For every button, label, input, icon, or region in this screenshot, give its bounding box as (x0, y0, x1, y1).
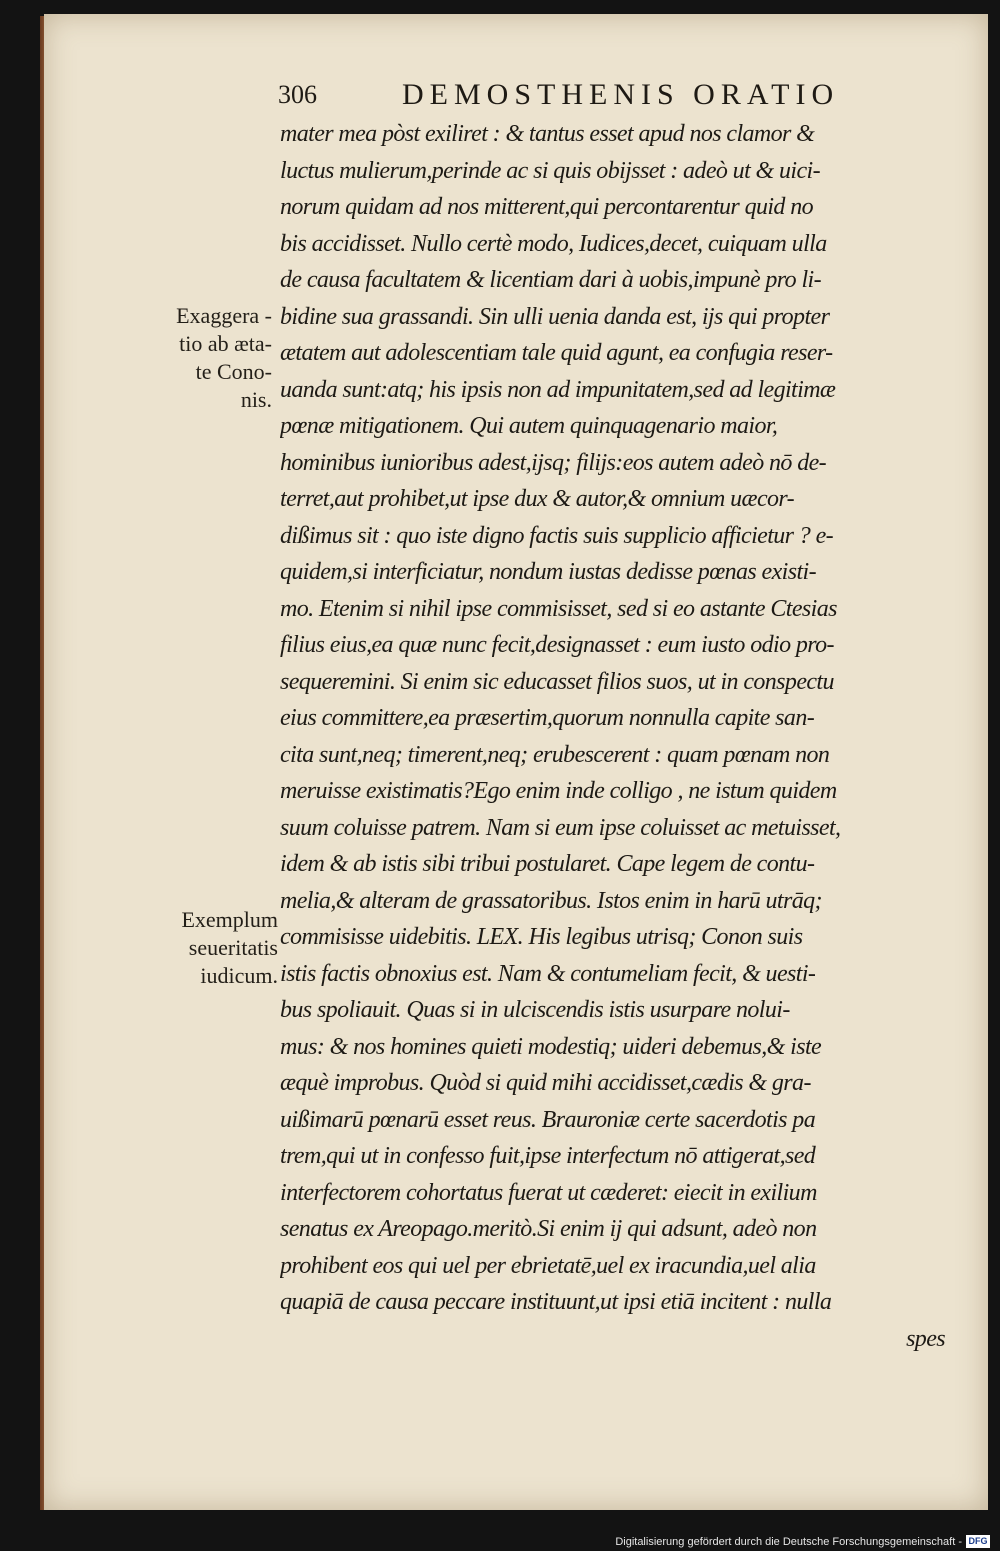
text-line: idem & ab istis sibi tribui postularet. Cape legem de contu- (280, 851, 815, 877)
text-line: mus: & nos homines quieti modestiq; uideri debemus,& iste (280, 1033, 822, 1060)
margin-note-line: Exaggera - (176, 303, 272, 328)
text-line: terret,aut prohibet,ut ipse dux & autor,& omnium uæcor- (280, 486, 795, 512)
text-line: meruisse existimatis?Ego enim inde colligo , ne istum quidem (280, 778, 837, 804)
text-line: bis accidisset. Nullo certè modo, Iudices,decet, cuiquam ulla (280, 230, 827, 257)
text-line: quapiā de causa peccare instituunt,ut ipsi etiā incitent : nulla (280, 1289, 832, 1315)
text-line: suum coluisse patrem. Nam si eum ipse coluisset ac metuisset, (280, 814, 841, 841)
text-line: quidem,si interficiatur, nondum iustas dedisse pœnas existi- (280, 559, 816, 585)
page-header (278, 78, 878, 114)
text-line: eius committere,ea præsertim,quorum nonnulla capite san- (280, 705, 815, 731)
text-line: dißimus sit : quo iste digno factis suis supplicio afficietur ? e- (280, 522, 834, 549)
text-line: trem,qui ut in confesso fuit,ipse interfectum nō attigerat,sed (280, 1143, 816, 1169)
text-line: luctus mulierum,perinde ac si quis obijsset : adeò ut & uici- (280, 157, 820, 184)
margin-note-line: Exemplum (181, 907, 278, 932)
margin-note-line: te Cono- (195, 359, 272, 384)
funding-notice: Digitalisierung gefördert durch die Deutsche Forschungsgemeinschaft - (615, 1536, 962, 1548)
text-line: sequeremini. Si enim sic educasset filios suos, ut in conspectu (280, 668, 834, 695)
margin-note-line: nis. (240, 387, 272, 412)
text-line: uanda sunt:atq; his ipsis non ad impunitatem,sed ad legitimæ (280, 376, 836, 403)
margin-note-line: iudicum. (200, 963, 278, 988)
text-line: commisisse uidebitis. LEX. His legibus utrisq; Conon suis (280, 924, 803, 950)
catchword: spes (906, 1325, 945, 1352)
text-line: mo. Etenim si nihil ipse commisisset, sed si eo astante Ctesias (280, 595, 837, 622)
body-text (280, 116, 945, 1357)
text-line: melia,& alteram de grassatoribus. Istos enim in harū utrāq; (280, 887, 822, 914)
text-line: bus spoliauit. Quas si in ulciscendis istis usurpare nolui- (280, 997, 790, 1023)
text-line: mater mea pòst exiliret : & tantus esset apud nos clamor & (280, 121, 815, 147)
text-line: prohibent eos qui uel per ebrietatē,uel ex iracundia,uel alia (280, 1252, 816, 1279)
text-line: senatus ex Areopago.meritò.Si enim ij qui adsunt, adeò non (280, 1216, 817, 1242)
text-line: bidine sua grassandi. Sin ulli uenia danda est, ijs qui propter (280, 303, 830, 330)
text-line: interfectorem cohortatus fuerat ut cæderet: eiecit in exilium (280, 1179, 817, 1206)
text-line: norum quidam ad nos mitterent,qui percontarentur quid no (280, 194, 814, 220)
margin-note (140, 302, 272, 414)
margin-note-line: tio ab æta- (179, 331, 272, 356)
text-line: filius eius,ea quæ nunc fecit,designasset : eum iusto odio pro- (280, 632, 834, 658)
text-line: cita sunt,neq; timerent,neq; erubescerent : quam pœnam non (280, 741, 830, 768)
text-line: hominibus iunioribus adest,ijsq; filijs:eos autem adeò nō de- (280, 449, 827, 476)
running-title: DEMOSTHENIS ORATIO (402, 78, 840, 111)
dfg-logo: DFG (966, 1535, 990, 1548)
text-line: æquè improbus. Quòd si quid mihi accidisset,cædis & gra- (280, 1070, 811, 1096)
text-line: ætatem aut adolescentiam tale quid agunt, ea confugia reser- (280, 340, 833, 366)
text-line: uißimarū pœnarū esset reus. Brauroniæ certe sacerdotis pa (280, 1106, 816, 1133)
margin-note-line: seueritatis (188, 935, 278, 960)
text-line: istis factis obnoxius est. Nam & contumeliam fecit, & uesti- (280, 960, 816, 987)
text-line: pœnæ mitigationem. Qui autem quinquagenario maior, (280, 413, 778, 439)
page-number: 306 (278, 80, 317, 109)
text-line: de causa facultatem & licentiam dari à uobis,impunè pro li- (280, 267, 821, 293)
margin-note (140, 906, 278, 990)
